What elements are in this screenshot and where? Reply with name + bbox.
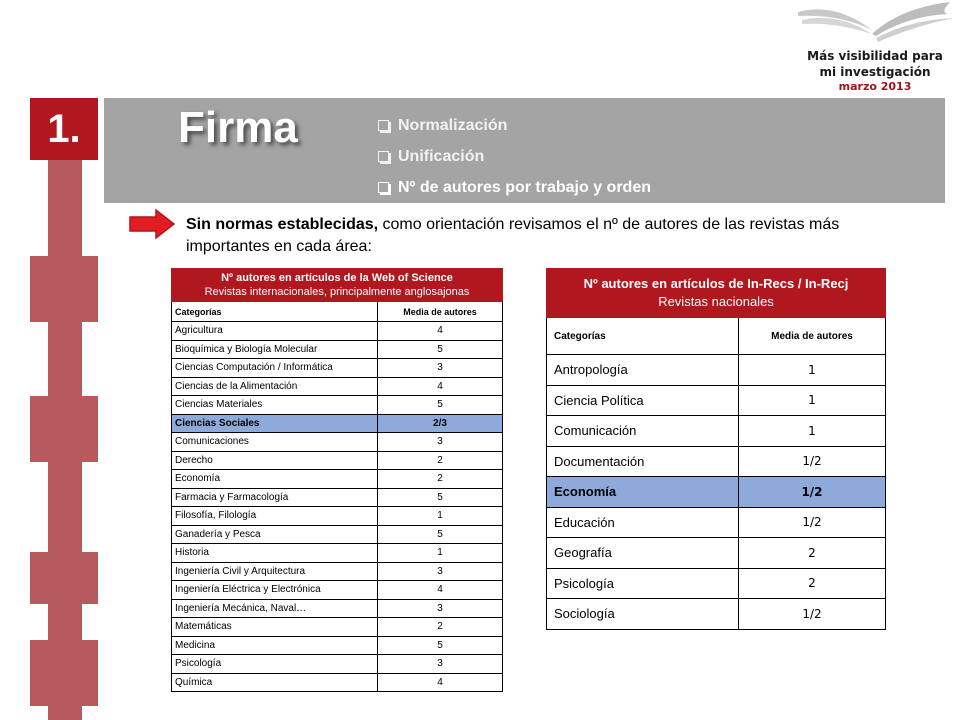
table-row <box>172 470 503 489</box>
table-row <box>547 568 886 599</box>
table-row <box>547 416 886 447</box>
left-bar-block <box>30 256 98 322</box>
category-cell: Educación <box>547 507 739 538</box>
table-row <box>547 538 886 569</box>
table-row <box>547 507 886 538</box>
table-row-highlighted <box>172 414 503 433</box>
value-cell: 3 <box>378 562 503 581</box>
value-cell: 1 <box>739 385 886 416</box>
category-cell: Medicina <box>172 636 378 655</box>
topic-label: Nº de autores por trabajo y orden <box>398 178 651 196</box>
category-cell: Ciencias Sociales <box>172 414 378 433</box>
value-cell: 3 <box>378 433 503 452</box>
value-cell: 4 <box>378 673 503 692</box>
open-book-logo-icon <box>790 0 960 48</box>
value-cell: 4 <box>378 581 503 600</box>
value-cell: 3 <box>378 599 503 618</box>
category-cell: Psicología <box>172 655 378 674</box>
value-cell: 3 <box>378 655 503 674</box>
category-cell: Sociología <box>547 599 739 630</box>
table-subtitle: Revistas nacionales <box>658 294 774 309</box>
topic-list <box>378 110 651 203</box>
table-row <box>547 599 886 630</box>
right-arrow-icon <box>128 208 176 240</box>
category-cell: Psicología <box>547 568 739 599</box>
value-cell: 4 <box>378 322 503 341</box>
value-cell: 5 <box>378 636 503 655</box>
value-cell: 1 <box>378 544 503 563</box>
subtitle-line-2: mi investigación <box>819 65 931 79</box>
value-cell: 2 <box>378 451 503 470</box>
column-header-category: Categorías <box>547 318 739 355</box>
table-row <box>172 377 503 396</box>
value-cell: 1 <box>378 507 503 526</box>
section-title: Firma <box>178 103 298 152</box>
value-cell: 5 <box>378 488 503 507</box>
table-row-highlighted <box>547 477 886 508</box>
value-cell: 1 <box>739 355 886 386</box>
column-header-value: Media de autores <box>739 318 886 355</box>
section-number: 1. <box>30 98 98 160</box>
table-row <box>172 507 503 526</box>
category-cell: Farmacia y Farmacología <box>172 488 378 507</box>
category-cell: Economía <box>172 470 378 489</box>
category-cell: Ciencias de la Alimentación <box>172 377 378 396</box>
topic-label: Normalización <box>398 116 508 134</box>
left-bar-block <box>30 640 98 706</box>
table-row <box>172 562 503 581</box>
subtitle-line-1: Más visibilidad para <box>807 49 943 63</box>
value-cell: 1/2 <box>739 477 886 508</box>
table-row <box>547 385 886 416</box>
table-row <box>172 451 503 470</box>
table-row <box>172 581 503 600</box>
value-cell: 5 <box>378 396 503 415</box>
value-cell: 2 <box>378 470 503 489</box>
category-cell: Economía <box>547 477 739 508</box>
table-title: Nº autores en artículos de la Web of Science <box>221 272 453 284</box>
category-cell: Comunicación <box>547 416 739 447</box>
presentation-subtitle <box>790 48 960 94</box>
column-header-row <box>547 318 886 355</box>
category-cell: Agricultura <box>172 322 378 341</box>
table-row <box>172 322 503 341</box>
table-row <box>172 488 503 507</box>
value-cell: 1 <box>739 416 886 447</box>
wos-authors-table <box>171 268 503 692</box>
table-row <box>172 618 503 637</box>
table-row <box>547 355 886 386</box>
table-row <box>172 340 503 359</box>
category-cell: Química <box>172 673 378 692</box>
value-cell: 5 <box>378 340 503 359</box>
category-cell: Antropología <box>547 355 739 386</box>
column-header-category: Categorías <box>172 302 378 322</box>
checkbox-bullet-icon <box>378 120 389 131</box>
category-cell: Geografía <box>547 538 739 569</box>
category-cell: Ciencias Materiales <box>172 396 378 415</box>
inrecs-authors-table <box>546 268 886 630</box>
table-title-cell <box>547 269 886 318</box>
category-cell: Ingeniería Civil y Arquitectura <box>172 562 378 581</box>
column-header-row <box>172 302 503 322</box>
topic-item <box>378 141 651 172</box>
category-cell: Ingeniería Mecánica, Naval… <box>172 599 378 618</box>
table-subtitle: Revistas internacionales, principalmente anglosajonas <box>204 286 470 298</box>
category-cell: Ciencia Política <box>547 385 739 416</box>
value-cell: 4 <box>378 377 503 396</box>
subtitle-date: marzo 2013 <box>838 80 912 93</box>
table-row <box>172 636 503 655</box>
intro-bold: Sin normas establecidas, <box>186 216 379 233</box>
intro-rest: como orientación revisamos el nº de autores de las revistas más importantes en cada área: <box>186 216 840 255</box>
table-row <box>172 433 503 452</box>
table-header <box>547 269 886 318</box>
value-cell: 1/2 <box>739 599 886 630</box>
topic-label: Unificación <box>398 147 485 165</box>
category-cell: Filosofía, Filología <box>172 507 378 526</box>
table-row <box>172 673 503 692</box>
category-cell: Ganadería y Pesca <box>172 525 378 544</box>
intro-text <box>186 214 926 258</box>
checkbox-bullet-icon <box>378 182 389 193</box>
table-header <box>172 269 503 302</box>
category-cell: Derecho <box>172 451 378 470</box>
value-cell: 3 <box>378 359 503 378</box>
left-bar-block <box>30 396 98 462</box>
category-cell: Matemáticas <box>172 618 378 637</box>
table-row <box>172 359 503 378</box>
column-header-value: Media de autores <box>378 302 503 322</box>
value-cell: 1/2 <box>739 507 886 538</box>
value-cell: 5 <box>378 525 503 544</box>
table-row <box>172 599 503 618</box>
table-row <box>172 544 503 563</box>
category-cell: Ciencias Computación / Informática <box>172 359 378 378</box>
category-cell: Comunicaciones <box>172 433 378 452</box>
category-cell: Documentación <box>547 446 739 477</box>
value-cell: 1/2 <box>739 446 886 477</box>
topic-item <box>378 110 651 141</box>
table-row <box>172 655 503 674</box>
table-row <box>547 446 886 477</box>
table-title: Nº autores en artículos de In-Recs / In-Recj <box>583 276 849 291</box>
value-cell: 2/3 <box>378 414 503 433</box>
value-cell: 2 <box>378 618 503 637</box>
table-row <box>172 525 503 544</box>
value-cell: 2 <box>739 568 886 599</box>
table-title-cell <box>172 269 503 302</box>
checkbox-bullet-icon <box>378 151 389 162</box>
left-bar-block <box>30 552 98 604</box>
value-cell: 2 <box>739 538 886 569</box>
category-cell: Historia <box>172 544 378 563</box>
topic-item-active <box>378 172 651 203</box>
category-cell: Ingeniería Eléctrica y Electrónica <box>172 581 378 600</box>
category-cell: Bioquímica y Biología Molecular <box>172 340 378 359</box>
table-row <box>172 396 503 415</box>
